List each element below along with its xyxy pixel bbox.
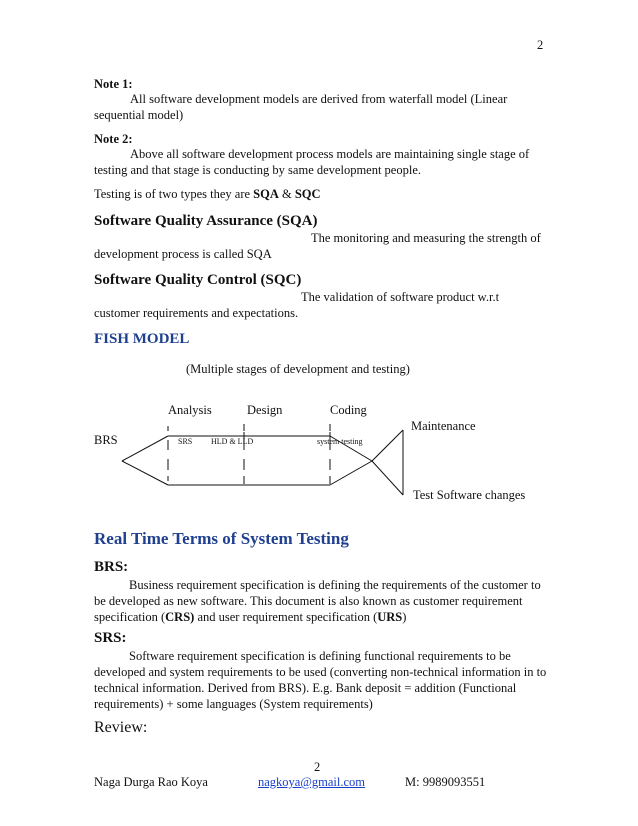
fish-tail-upper bbox=[372, 430, 403, 461]
note2-label: Note 2: bbox=[94, 132, 133, 146]
sqa-term: SQA bbox=[253, 187, 279, 201]
brs-line3-c: ) bbox=[402, 610, 407, 624]
urs-term: URS bbox=[377, 610, 403, 624]
doc-system-testing: system testing bbox=[317, 437, 363, 446]
sqa-line1: The monitoring and measuring the strength of bbox=[311, 231, 541, 245]
crs-term: CRS) bbox=[165, 610, 195, 624]
srs-heading: SRS: bbox=[94, 630, 127, 646]
sqc-term: SQC bbox=[294, 187, 321, 201]
maintenance-label: Maintenance bbox=[411, 419, 476, 433]
fish-head-lower-line bbox=[122, 461, 168, 485]
note2-line2: testing and that stage is conducting by same development people. bbox=[94, 163, 422, 177]
footer-author: Naga Durga Rao Koya bbox=[94, 775, 208, 789]
srs-line4: requirements) + some languages (System requirements) bbox=[94, 697, 373, 711]
footer-phone: M: 9989093551 bbox=[405, 775, 486, 789]
brs-heading: BRS: bbox=[94, 559, 129, 575]
sqc-line2: customer requirements and expectations. bbox=[94, 306, 299, 320]
sqc-line1: The validation of software product w.r.t bbox=[301, 290, 500, 304]
test-changes-label: Test Software changes bbox=[413, 488, 526, 502]
stage-design: Design bbox=[247, 403, 283, 417]
sqa-line2: development process is called SQA bbox=[94, 247, 272, 261]
brs-line1: Business requirement specification is defining the requirements of the customer to bbox=[129, 578, 541, 592]
review-heading: Review: bbox=[94, 719, 148, 736]
srs-line3: technical information. Derived from BRS). E.g. Bank deposit = addition (Functional bbox=[94, 681, 517, 695]
note1-label: Note 1: bbox=[94, 77, 133, 91]
srs-line2: developed and system requirements to be used (converting non-technical information in to bbox=[94, 665, 547, 679]
fish-tail-joint-lower bbox=[330, 461, 372, 485]
real-time-heading: Real Time Terms of System Testing bbox=[94, 529, 349, 548]
srs-line1: Software requirement specification is defining functional requirements to be bbox=[129, 649, 511, 663]
note2-line1: Above all software development process models are maintaining single stage of bbox=[130, 147, 530, 161]
doc-srs: SRS bbox=[178, 437, 193, 446]
brs-label: BRS bbox=[94, 433, 118, 447]
sqc-heading: Software Quality Control (SQC) bbox=[94, 272, 302, 288]
note1-line1: All software development models are derived from waterfall model (Linear bbox=[130, 92, 508, 106]
brs-paragraph bbox=[94, 577, 544, 625]
stage-analysis: Analysis bbox=[168, 403, 212, 417]
doc-hld-lld: HLD & LLD bbox=[211, 437, 254, 446]
sqa-heading: Software Quality Assurance (SQA) bbox=[94, 213, 318, 229]
footer-page-number: 2 bbox=[314, 760, 321, 774]
fish-tail-lower bbox=[372, 461, 403, 495]
srs-paragraph bbox=[94, 648, 547, 712]
fish-model-subtitle: (Multiple stages of development and testing) bbox=[186, 362, 410, 376]
testing-types-prefix: Testing is of two types they are bbox=[94, 187, 254, 201]
brs-line3-b: and user requirement specification ( bbox=[194, 610, 378, 624]
brs-line2: be developed as new software. This document is also known as customer requirement bbox=[94, 594, 523, 608]
fish-head-upper-line bbox=[122, 436, 168, 461]
ampersand: & bbox=[278, 187, 295, 201]
page-number-top: 2 bbox=[537, 38, 544, 52]
fish-model-heading: FISH MODEL bbox=[94, 331, 190, 347]
note1-line2: sequential model) bbox=[94, 108, 184, 122]
stage-coding: Coding bbox=[330, 403, 367, 417]
footer-email-link[interactable]: nagkoya@gmail.com bbox=[258, 775, 365, 789]
brs-line3-a: specification ( bbox=[94, 610, 166, 624]
